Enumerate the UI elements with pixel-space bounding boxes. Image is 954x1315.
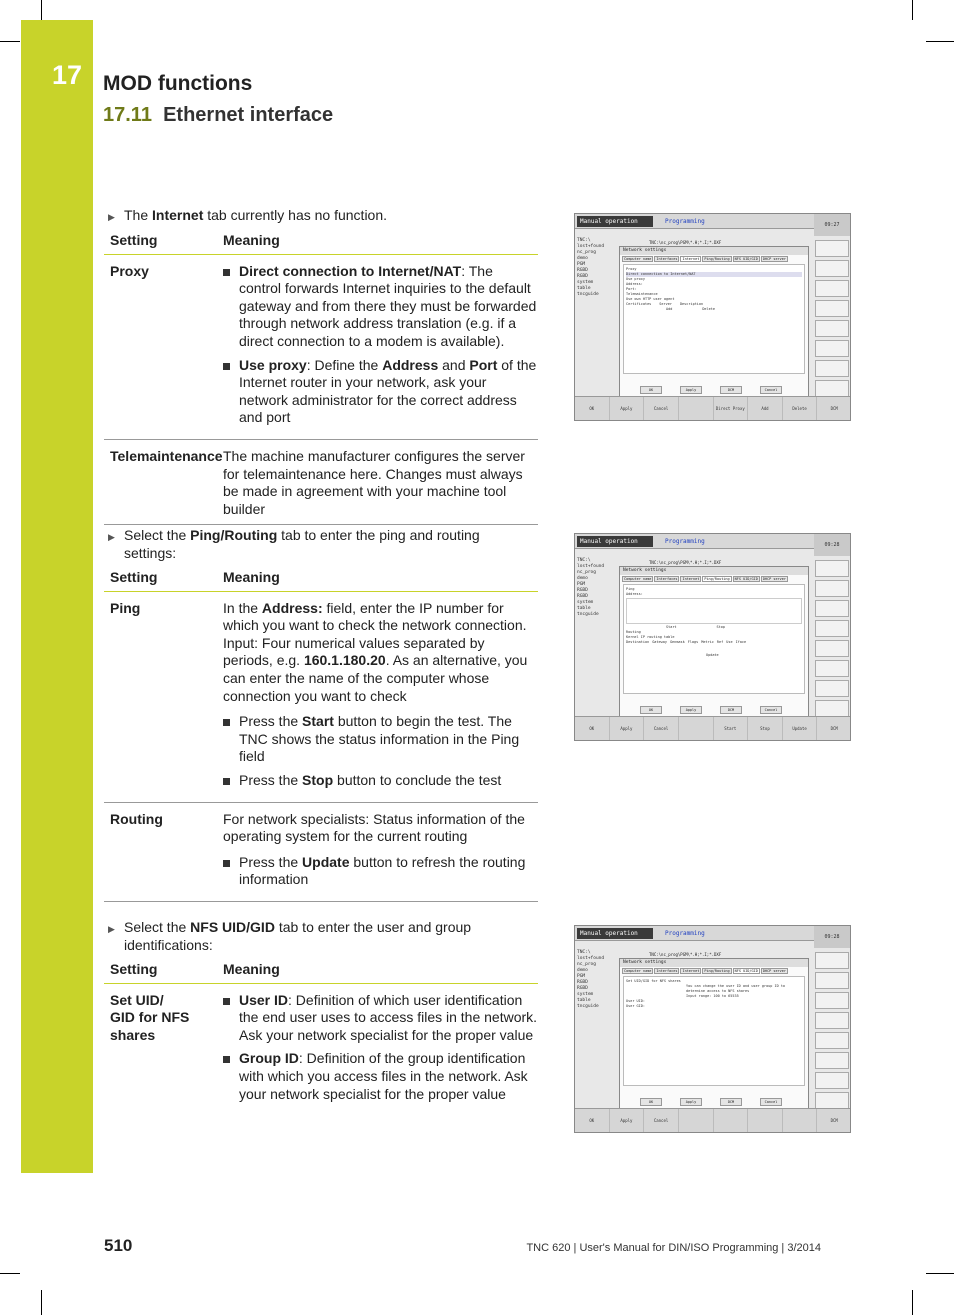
crop-mark — [912, 0, 913, 20]
tab-computer-name[interactable]: Computer name — [624, 257, 652, 261]
chapter-number: 17 — [52, 60, 83, 90]
term: Use proxy — [239, 356, 307, 373]
network-settings-dialog — [619, 246, 809, 398]
setting-name: Routing — [104, 802, 223, 901]
soft-key[interactable] — [815, 620, 849, 637]
tab-interfaces[interactable]: Interfaces — [656, 969, 678, 973]
group-label: Proxy — [626, 267, 637, 271]
paragraph: For network specialists: Status information of the operating system for the current routing — [223, 810, 525, 845]
field-label: Port: — [626, 287, 637, 291]
step-ping — [108, 526, 528, 562]
soft-key[interactable]: DCM — [817, 1109, 851, 1132]
tab-dhcp[interactable]: DHCP server — [762, 969, 787, 973]
settings-table-internet — [104, 230, 538, 525]
soft-key[interactable] — [815, 992, 849, 1009]
col-header: Destination — [626, 640, 650, 644]
header-setting: Setting — [104, 567, 223, 591]
page-number: 510 — [104, 1236, 133, 1255]
step-nfs — [108, 918, 528, 954]
soft-key[interactable] — [815, 580, 849, 597]
tab-bar — [622, 968, 806, 974]
crop-mark — [0, 1273, 20, 1274]
mode-manual: Manual operation — [577, 216, 653, 227]
network-settings-dialog — [619, 566, 809, 718]
tab-nfs[interactable]: NFS UID/GID — [734, 577, 758, 581]
crop-mark — [41, 1290, 42, 1315]
soft-key[interactable] — [815, 1092, 849, 1109]
setting-name: Proxy — [104, 254, 223, 439]
crop-mark — [0, 41, 20, 42]
step-text: tab to enter the ping and routing settings: — [124, 527, 480, 561]
dialog-title: Network settings — [620, 567, 808, 575]
tab-ping-routing[interactable]: Ping/Routing — [704, 257, 730, 261]
chapter-title: MOD functions — [103, 72, 253, 95]
mode-manual: Manual operation — [577, 536, 653, 547]
dialog-title: Network settings — [620, 247, 808, 255]
col-header: Flags — [687, 640, 699, 644]
tree-item[interactable]: TNC:\ — [577, 238, 591, 243]
file-tree — [577, 558, 604, 618]
tab-ping-routing[interactable]: Ping/Routing — [704, 577, 730, 581]
arrow-right-icon: ▶ — [108, 924, 115, 934]
soft-key[interactable] — [815, 1052, 849, 1069]
step-internet — [108, 206, 528, 224]
crop-mark — [926, 41, 954, 42]
tab-nfs[interactable]: NFS UID/GID — [734, 969, 758, 973]
dcm-button[interactable]: DCM — [720, 706, 742, 714]
mode-programming: Programming — [665, 930, 705, 937]
desc: : The control forwards Internet inquiries to the default gateway and from there they must be forwarded through network address translation (e.g. if a direct connection to a modem is available). — [239, 262, 537, 349]
soft-key[interactable]: Apply — [610, 1109, 645, 1132]
tree-item[interactable]: TNC:\ — [577, 558, 591, 563]
update-button[interactable]: Update — [706, 653, 719, 657]
ping-output — [626, 598, 802, 624]
tree-item[interactable]: PGM — [577, 582, 586, 587]
cancel-button[interactable]: Cancel — [760, 706, 782, 714]
footer-text: TNC 620 | User's Manual for DIN/ISO Programming | 3/2014 — [526, 1242, 821, 1254]
section-number: 17.11 — [103, 104, 152, 126]
setting-name — [104, 983, 223, 1115]
option-user-agent[interactable]: Use own HTTP user agent — [626, 297, 675, 301]
soft-key[interactable] — [815, 952, 849, 969]
soft-key[interactable]: Stop — [748, 717, 783, 740]
dcm-button[interactable]: DCM — [720, 386, 742, 394]
header-setting: Setting — [104, 959, 223, 983]
col-header: Use — [726, 640, 733, 644]
soft-key[interactable]: Cancel — [644, 717, 679, 740]
step-text: Select the — [124, 527, 191, 543]
tab-nfs[interactable]: NFS UID/GID — [734, 257, 758, 261]
list-item — [223, 772, 538, 790]
soft-key[interactable]: Apply — [610, 397, 645, 420]
help-text: Input range: 100 to 65535 — [686, 994, 739, 998]
soft-key[interactable]: Add — [748, 397, 783, 420]
table-header — [104, 230, 538, 254]
tree-item[interactable]: system — [577, 992, 594, 997]
soft-key[interactable] — [815, 260, 849, 277]
dialog-title: Network settings — [620, 959, 808, 967]
tree-item[interactable]: table — [577, 606, 591, 611]
soft-key[interactable] — [815, 380, 849, 397]
setting-meaning: The machine manufacturer configures the server for telemaintenance here. Changes must always be made in agreement with your machine tool builder — [223, 439, 538, 524]
arrow-right-icon: ▶ — [108, 532, 115, 542]
dialog-body — [623, 264, 805, 374]
soft-key[interactable]: Cancel — [644, 397, 679, 420]
list-item — [223, 1050, 538, 1103]
term: Update — [302, 853, 350, 870]
soft-key[interactable] — [815, 700, 849, 717]
tree-item[interactable]: demo — [577, 256, 588, 261]
group-label: Ping — [626, 587, 635, 591]
desc: Press the — [239, 771, 303, 788]
col-header: Gateway — [652, 640, 667, 644]
term: Address: — [261, 599, 323, 616]
settings-table-ping — [104, 567, 538, 902]
desc: : Definition of which user identification the end user uses to access files in the network. Ask your network specialist for the proper value — [239, 991, 538, 1043]
soft-key[interactable]: Direct Proxy — [714, 397, 749, 420]
desc: button to refresh the routing information — [239, 853, 526, 888]
soft-key[interactable] — [815, 320, 849, 337]
col-header: Ref — [716, 640, 724, 644]
apply-button[interactable]: Apply — [680, 1098, 702, 1106]
soft-key[interactable] — [815, 972, 849, 989]
file-tree — [577, 950, 604, 1010]
tree-item[interactable]: PGM — [577, 974, 586, 979]
term: Stop — [302, 771, 334, 788]
tab-interfaces[interactable]: Interfaces — [656, 577, 678, 581]
soft-key[interactable] — [714, 1109, 749, 1132]
tree-item[interactable]: lost+found — [577, 956, 605, 961]
mode-programming: Programming — [665, 218, 705, 225]
path-field: TNC:\nc_prog\PGM\*.H;*.I;*.DXF — [649, 560, 722, 565]
help-text: You can change the user ID and user group ID to determine access to NFS shares — [686, 984, 786, 993]
mode-bar — [575, 534, 815, 549]
gid-field[interactable]: User GID: — [626, 1004, 645, 1008]
tree-item[interactable]: RGBD — [577, 274, 588, 279]
tree-item[interactable]: nc_prog — [577, 962, 596, 967]
uid-field[interactable]: User UID: — [626, 999, 645, 1003]
tab-ping-routing[interactable]: Ping/Routing — [704, 969, 730, 973]
tree-item[interactable]: system — [577, 280, 594, 285]
tree-item[interactable]: tncguide — [577, 612, 599, 617]
col-header: Description — [679, 302, 704, 306]
soft-key-bar — [575, 716, 851, 740]
network-settings-dialog — [619, 958, 809, 1110]
list-item — [223, 854, 538, 889]
soft-key[interactable] — [815, 1032, 849, 1049]
tree-item[interactable]: table — [577, 286, 591, 291]
soft-key[interactable] — [679, 397, 714, 420]
col-header: Server — [659, 302, 672, 306]
tree-item[interactable]: lost+found — [577, 244, 605, 249]
desc: : Define the — [306, 356, 383, 373]
term: 160.1.180.20 — [303, 652, 386, 669]
header-meaning: Meaning — [223, 959, 538, 983]
soft-key[interactable] — [679, 717, 714, 740]
field-label: Address: — [626, 282, 643, 286]
mode-programming: Programming — [665, 538, 705, 545]
soft-key[interactable] — [815, 360, 849, 377]
setting-name: Ping — [104, 591, 223, 802]
start-button[interactable]: Start — [666, 625, 677, 629]
clock: 09:28 — [814, 534, 850, 556]
desc: Press the — [239, 713, 303, 730]
list-item — [223, 357, 538, 427]
path-field: TNC:\nc_prog\PGM\*.H;*.I;*.DXF — [649, 240, 722, 245]
tree-item[interactable]: nc_prog — [577, 250, 596, 255]
col-header: Certificates — [626, 302, 652, 306]
soft-key[interactable] — [815, 660, 849, 677]
tree-item[interactable]: lost+found — [577, 564, 605, 569]
setting-meaning — [223, 254, 538, 439]
tree-item[interactable]: demo — [577, 576, 588, 581]
step-text: The — [124, 207, 153, 223]
tab-dhcp[interactable]: DHCP server — [762, 257, 787, 261]
col-header: Genmask — [669, 640, 685, 644]
tab-dhcp[interactable]: DHCP server — [762, 577, 787, 581]
cancel-button[interactable]: Cancel — [760, 386, 782, 394]
screenshot-ping-tab — [574, 533, 851, 741]
table-row — [104, 254, 538, 439]
soft-key[interactable] — [815, 560, 849, 577]
header-meaning: Meaning — [223, 230, 538, 254]
routing-caption: Kernel IP routing table — [626, 635, 675, 639]
tree-item[interactable]: tncguide — [577, 1004, 599, 1009]
apply-button[interactable]: Apply — [680, 386, 702, 394]
term: Port — [469, 356, 498, 373]
col-header: Iface — [735, 640, 747, 644]
path-field: TNC:\nc_prog\PGM\*.H;*.I;*.DXF — [649, 952, 722, 957]
dialog-body — [623, 584, 805, 694]
arrow-right-icon: ▶ — [108, 212, 115, 222]
tab-internet[interactable]: Internet — [682, 257, 700, 261]
setting-meaning — [223, 591, 538, 802]
soft-key[interactable]: OK — [575, 397, 610, 420]
file-tree — [577, 238, 604, 298]
soft-key[interactable]: Start — [714, 717, 749, 740]
header-setting: Setting — [104, 230, 223, 254]
step-text: tab to enter the user and group identifications: — [124, 919, 472, 953]
table-row — [104, 802, 538, 901]
step-key: Ping/Routing — [190, 527, 278, 543]
stop-button[interactable]: Stop — [716, 625, 725, 629]
soft-key[interactable]: DCM — [817, 397, 851, 420]
setting-name: Telemaintenance — [104, 439, 223, 524]
tab-interfaces[interactable]: Interfaces — [656, 257, 678, 261]
crop-mark — [926, 1273, 954, 1274]
step-text: tab currently has no function. — [203, 207, 388, 223]
tree-item[interactable]: RGBD — [577, 986, 588, 991]
soft-key[interactable] — [815, 300, 849, 317]
soft-key[interactable]: Delete — [783, 397, 818, 420]
soft-key[interactable] — [815, 340, 849, 357]
crop-mark — [912, 1290, 913, 1315]
list-item — [223, 263, 538, 351]
tab-bar — [622, 256, 806, 262]
desc: button to conclude the test — [333, 771, 502, 788]
term: Start — [302, 713, 334, 730]
term: Direct connection to Internet/NAT — [239, 262, 462, 279]
clock: 09:27 — [814, 214, 850, 236]
dialog-body — [623, 976, 805, 1086]
tree-item[interactable]: system — [577, 600, 594, 605]
tab-internet[interactable]: Internet — [682, 969, 700, 973]
table-row — [104, 983, 538, 1115]
soft-key[interactable] — [815, 240, 849, 257]
crop-mark — [41, 0, 42, 20]
tree-item[interactable]: TNC:\ — [577, 950, 591, 955]
option-direct[interactable]: Direct connection to Internet/NAT — [626, 272, 802, 277]
desc: . As an alternative, you can enter the name of the computer whose connection you want to check — [223, 652, 528, 704]
desc: : Definition of the group identification with which you access files in the network. Ask your network specialist for the proper value — [239, 1050, 528, 1102]
group-label: Telemaintenance — [626, 292, 658, 296]
table-row — [104, 591, 538, 802]
tree-item[interactable]: PGM — [577, 262, 586, 267]
soft-key[interactable]: Update — [783, 717, 818, 740]
soft-key[interactable] — [815, 1012, 849, 1029]
soft-key[interactable]: DCM — [817, 717, 851, 740]
term: User ID — [239, 991, 289, 1008]
setting-meaning — [223, 802, 538, 901]
soft-key[interactable]: OK — [575, 717, 610, 740]
term: Address — [382, 356, 439, 373]
table-header — [104, 567, 538, 591]
dcm-button[interactable]: DCM — [720, 1098, 742, 1106]
header-meaning: Meaning — [223, 567, 538, 591]
cancel-button[interactable]: Cancel — [760, 1098, 782, 1106]
tab-computer-name[interactable]: Computer name — [624, 969, 652, 973]
table-header — [104, 959, 538, 983]
soft-key[interactable]: Cancel — [644, 1109, 679, 1132]
mode-bar — [575, 926, 815, 941]
soft-key[interactable] — [815, 680, 849, 697]
soft-key[interactable] — [815, 280, 849, 297]
screenshot-internet-tab — [574, 213, 851, 421]
soft-key[interactable] — [815, 640, 849, 657]
table-row — [104, 439, 538, 524]
tree-item[interactable]: tncguide — [577, 292, 599, 297]
tab-computer-name[interactable]: Computer name — [624, 577, 652, 581]
ok-button[interactable]: OK — [640, 386, 662, 394]
col-header: Metric — [701, 640, 714, 644]
delete-button[interactable]: Delete — [702, 307, 715, 311]
apply-button[interactable]: Apply — [680, 706, 702, 714]
settings-table-nfs — [104, 959, 538, 1115]
soft-key[interactable]: OK — [575, 1109, 610, 1132]
tree-item[interactable]: table — [577, 998, 591, 1003]
tree-item[interactable]: demo — [577, 968, 588, 973]
step-text: Select the — [124, 919, 191, 935]
desc: Press the — [239, 853, 303, 870]
desc: button to begin the test. The TNC shows the status information in the Ping field — [239, 713, 520, 765]
group-label: Routing — [626, 630, 641, 634]
soft-key[interactable]: Apply — [610, 717, 645, 740]
term: Group ID — [239, 1050, 299, 1067]
address-label: Address: — [626, 592, 643, 596]
step-key: NFS UID/GID — [190, 919, 275, 935]
paragraph — [223, 600, 538, 706]
section-title — [103, 104, 333, 127]
mode-bar — [575, 214, 815, 229]
group-label: Set UID/GID for NFS shares — [626, 979, 681, 983]
soft-key[interactable] — [815, 600, 849, 617]
tree-item[interactable]: nc_prog — [577, 570, 596, 575]
soft-key[interactable] — [783, 1109, 818, 1132]
desc: field, enter the IP number for which you want to check the network connection. Input: Four numerical values separated by periods, e.g. — [223, 599, 527, 669]
desc: of the Internet router in your network, ask your network administrator for the correct address and port — [239, 356, 537, 426]
chapter-sidebar — [21, 20, 93, 1173]
name-line: shares — [110, 1026, 156, 1043]
soft-key[interactable] — [815, 1072, 849, 1089]
section-title-text: Ethernet interface — [163, 104, 334, 126]
tree-item[interactable]: RGBD — [577, 588, 588, 593]
setting-meaning — [223, 983, 538, 1115]
soft-key-bar — [575, 1108, 851, 1132]
tree-item[interactable]: RGBD — [577, 268, 588, 273]
list-item — [223, 713, 538, 766]
list-item — [223, 992, 538, 1045]
name-line: Set UID/ — [110, 991, 164, 1008]
desc: and — [438, 356, 470, 373]
soft-key[interactable] — [748, 1109, 783, 1132]
option-proxy[interactable]: Use proxy — [626, 277, 645, 281]
clock: 09:28 — [814, 926, 850, 948]
screenshot-nfs-tab — [574, 925, 851, 1133]
tab-internet[interactable]: Internet — [682, 577, 700, 581]
step-key: Internet — [152, 207, 204, 223]
ok-button[interactable]: OK — [640, 706, 662, 714]
soft-key-bar — [575, 396, 851, 420]
desc: In the — [223, 599, 262, 616]
soft-key[interactable] — [679, 1109, 714, 1132]
tab-bar — [622, 576, 806, 582]
mode-manual: Manual operation — [577, 928, 653, 939]
ok-button[interactable]: OK — [640, 1098, 662, 1106]
name-line: GID for NFS — [110, 1009, 190, 1026]
tree-item[interactable]: RGBD — [577, 594, 588, 599]
tree-item[interactable]: RGBD — [577, 980, 588, 985]
add-button[interactable]: Add — [666, 307, 673, 311]
